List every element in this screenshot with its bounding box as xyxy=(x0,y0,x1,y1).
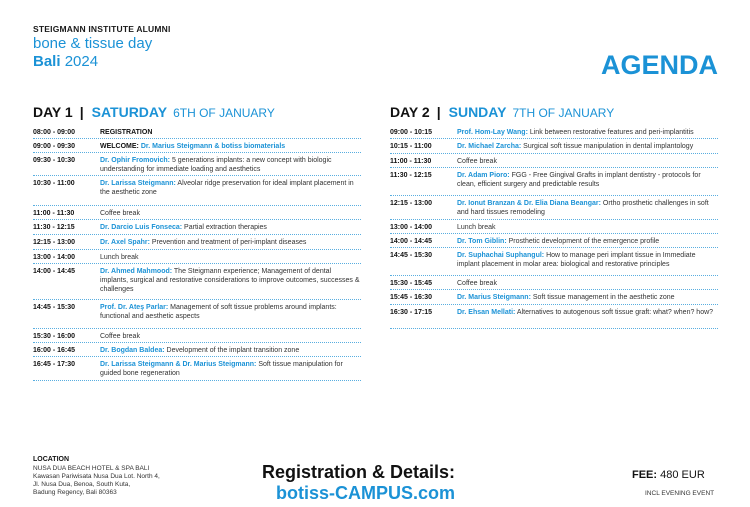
session-speaker: Dr. Ahmed Mahmood: xyxy=(100,268,173,275)
session-speaker: Dr. Marius Steigmann: xyxy=(457,294,531,301)
day2-column xyxy=(390,103,718,329)
session-time: 14:00 - 14:45 xyxy=(33,268,76,275)
session-time: 11:30 - 12:15 xyxy=(33,224,75,231)
session-description xyxy=(100,346,361,356)
session-time: 12:15 - 13:00 xyxy=(390,200,433,207)
location-line: Kawasan Pariwisata Nusa Dua Lot. North 4, xyxy=(33,473,160,480)
location-line: Jl. Nusa Dua, Benoa, South Kuta, xyxy=(33,481,131,488)
session-speaker: Dr. Ophir Fromovich: xyxy=(100,157,171,164)
location-line: Badung Regency, Bali 80363 xyxy=(33,489,117,496)
session-title: Prosthetic development of the emergence profile xyxy=(508,238,660,245)
website-link[interactable]: botiss-CAMPUS.com xyxy=(276,483,456,503)
location-label: LOCATION xyxy=(33,456,70,463)
schedule-row xyxy=(33,235,361,250)
session-speaker: Dr. Tom Giblin: xyxy=(457,238,507,245)
session-time: 16:00 - 16:45 xyxy=(33,347,76,354)
schedule-row xyxy=(33,153,361,176)
session-time: 12:15 - 13:00 xyxy=(33,239,76,246)
day1-label: DAY 1 xyxy=(33,104,73,120)
schedule-row xyxy=(390,305,718,329)
session-title: Prevention and treatment of peri-implant diseases xyxy=(151,239,307,246)
session-description xyxy=(100,360,361,380)
header-city-year xyxy=(33,54,98,70)
session-title: Alveolar ridge preservation for ideal implant placement in the aesthetic zone xyxy=(100,180,354,196)
fee xyxy=(632,469,705,481)
session-speaker: Dr. Ionut Branzan & Dr. Elia Diana Beangar: xyxy=(457,200,601,207)
session-time: 10:30 - 11:00 xyxy=(33,180,75,187)
session-time: 13:00 - 14:00 xyxy=(390,224,433,231)
schedule-row xyxy=(33,264,361,300)
session-title: 5 generations implants: a new concept with biologic understanding for immediate loading and aesthetics xyxy=(100,157,332,173)
session-title: Management of soft tissue problems around implants: functional and aesthetic aspects xyxy=(100,304,337,320)
agenda-title: AGENDA xyxy=(600,50,718,80)
session-heading: REGISTRATION xyxy=(100,129,153,136)
session-description xyxy=(100,156,361,175)
schedule-row xyxy=(390,154,718,168)
schedule-row xyxy=(33,343,361,357)
session-speaker: Dr. Adam Pioro: xyxy=(457,172,510,179)
registration-heading: Registration & Details: xyxy=(262,462,456,482)
session-title: Development of the implant transition zone xyxy=(166,347,300,354)
session-description xyxy=(100,267,361,299)
session-speaker: Dr. Axel Spahr: xyxy=(100,239,150,246)
day1-weekday: SATURDAY xyxy=(91,104,168,120)
session-title: Coffee break xyxy=(100,210,140,217)
session-time: 14:45 - 15:30 xyxy=(33,304,76,311)
schedule-row xyxy=(33,125,361,139)
location-block xyxy=(33,456,160,497)
session-time: 13:00 - 14:00 xyxy=(33,254,76,261)
session-description xyxy=(457,308,718,328)
session-description xyxy=(457,199,718,219)
day2-schedule xyxy=(390,125,718,329)
session-title: How to manage peri implant tissue in Immediate implant placement in molar area: biological and restorative principles xyxy=(457,252,696,268)
session-time: 09:00 - 10:15 xyxy=(390,129,433,136)
schedule-row xyxy=(33,300,361,329)
session-title: Coffee break xyxy=(457,280,497,287)
session-title: Lunch break xyxy=(100,254,139,261)
day2-label: DAY 2 xyxy=(390,104,430,120)
session-description xyxy=(100,128,361,138)
session-description xyxy=(457,171,718,195)
session-speaker: Dr. Larissa Steigmann & Dr. Marius Steigmann: xyxy=(100,361,257,368)
session-description xyxy=(100,209,361,219)
schedule-row xyxy=(33,250,361,264)
schedule-row xyxy=(390,234,718,248)
session-description xyxy=(100,142,361,152)
session-speaker: Dr. Suphachai Suphangul: xyxy=(457,252,545,259)
session-description xyxy=(100,179,361,205)
session-title: Soft tissue management in the aesthetic zone xyxy=(532,294,675,301)
session-speaker: Prof. Hom-Lay Wang: xyxy=(457,129,528,136)
fee-note: INCL EVENING EVENT xyxy=(645,490,715,497)
session-time: 14:45 - 15:30 xyxy=(390,252,433,259)
schedule-row xyxy=(390,196,718,220)
session-description xyxy=(457,128,718,138)
fee-label: FEE: xyxy=(632,469,658,481)
session-title: Soft tissue manipulation for guided bone regeneration xyxy=(100,361,343,377)
session-description xyxy=(457,157,718,167)
session-description xyxy=(100,332,361,342)
session-speaker: Dr. Marius Steigmann & botiss biomaterials xyxy=(140,143,286,150)
session-speaker: Prof. Dr. Ateş Parlar: xyxy=(100,304,169,311)
session-time: 15:45 - 16:30 xyxy=(390,294,433,301)
day1-schedule xyxy=(33,125,361,381)
session-title: Coffee break xyxy=(100,333,140,340)
session-title: Ortho prosthetic challenges in soft and hard tissues remodeling xyxy=(457,200,709,216)
session-description xyxy=(100,303,361,328)
session-speaker: Dr. Michael Zarcha: xyxy=(457,143,522,150)
session-title: Lunch break xyxy=(457,224,496,231)
session-description xyxy=(100,223,361,234)
day1-date: 6TH OF JANUARY xyxy=(173,106,275,120)
session-description xyxy=(457,251,718,275)
session-speaker: Dr. Darcio Luis Fonseca: xyxy=(100,224,183,231)
session-description xyxy=(457,279,718,289)
session-title: Alternatives to autogenous soft tissue graft: what? when? how? xyxy=(516,309,714,316)
session-time: 11:30 - 12:15 xyxy=(390,172,432,179)
session-title: Surgical soft tissue manipulation in dental implantology xyxy=(523,143,694,150)
session-description xyxy=(457,223,718,233)
session-time: 11:00 - 11:30 xyxy=(33,210,75,217)
schedule-row xyxy=(390,220,718,234)
day2-date: 7TH OF JANUARY xyxy=(512,106,615,120)
location-line: NUSA DUA BEACH HOTEL & SPA BALI xyxy=(33,465,150,472)
session-title: Coffee break xyxy=(457,158,497,165)
session-description xyxy=(457,293,718,304)
schedule-row xyxy=(390,168,718,196)
session-title: FGG - Free Gingival Grafts in implant dentistry - protocols for clean, efficient surgery and predictable results xyxy=(457,172,701,188)
schedule-row xyxy=(33,176,361,206)
session-description xyxy=(100,253,361,263)
session-title: Partial extraction therapies xyxy=(184,224,267,231)
session-time: 11:00 - 11:30 xyxy=(390,158,432,165)
header-event: bone & tissue day xyxy=(33,35,153,52)
fee-value: 480 EUR xyxy=(660,469,705,481)
session-time: 15:30 - 15:45 xyxy=(390,280,433,287)
session-speaker: Dr. Bogdan Baldea: xyxy=(100,347,165,354)
schedule-row xyxy=(390,139,718,154)
session-description xyxy=(457,237,718,247)
session-speaker: Dr. Ehsan Mellati: xyxy=(457,309,516,316)
session-time: 16:45 - 17:30 xyxy=(33,361,76,368)
schedule-row xyxy=(33,206,361,220)
day2-weekday: SUNDAY xyxy=(448,104,507,120)
session-title: Link between restorative features and peri-implantitis xyxy=(529,129,694,136)
schedule-row xyxy=(390,248,718,276)
schedule-row xyxy=(33,220,361,235)
session-description xyxy=(457,142,718,153)
session-time: 16:30 - 17:15 xyxy=(390,309,433,316)
day2-separator: | xyxy=(436,104,441,120)
header-city: Bali xyxy=(33,53,61,70)
schedule-row xyxy=(390,276,718,290)
day1-column xyxy=(33,103,361,381)
day1-heading xyxy=(33,103,361,121)
header-org: STEIGMANN INSTITUTE ALUMNI xyxy=(33,24,171,34)
session-speaker: Dr. Larissa Steigmann: xyxy=(100,180,176,187)
session-description xyxy=(100,238,361,249)
session-title: The Steigmann experience; Management of dental implants, surgical and restorative considerations to improve outcomes, successes & challenges xyxy=(100,268,360,293)
session-heading: WELCOME: xyxy=(100,143,139,150)
session-time: 09:00 - 09:30 xyxy=(33,143,76,150)
schedule-row xyxy=(33,139,361,153)
schedule-row xyxy=(390,290,718,305)
header-year: 2024 xyxy=(64,53,99,70)
schedule-row xyxy=(33,329,361,343)
session-time: 09:30 - 10:30 xyxy=(33,157,76,164)
session-time: 08:00 - 09:00 xyxy=(33,129,76,136)
schedule-row xyxy=(33,357,361,381)
schedule-row xyxy=(390,125,718,139)
day2-heading xyxy=(390,103,718,121)
day1-separator: | xyxy=(79,104,84,120)
session-time: 14:00 - 14:45 xyxy=(390,238,433,245)
session-time: 10:15 - 11:00 xyxy=(390,143,432,150)
session-time: 15:30 - 16:00 xyxy=(33,333,76,340)
